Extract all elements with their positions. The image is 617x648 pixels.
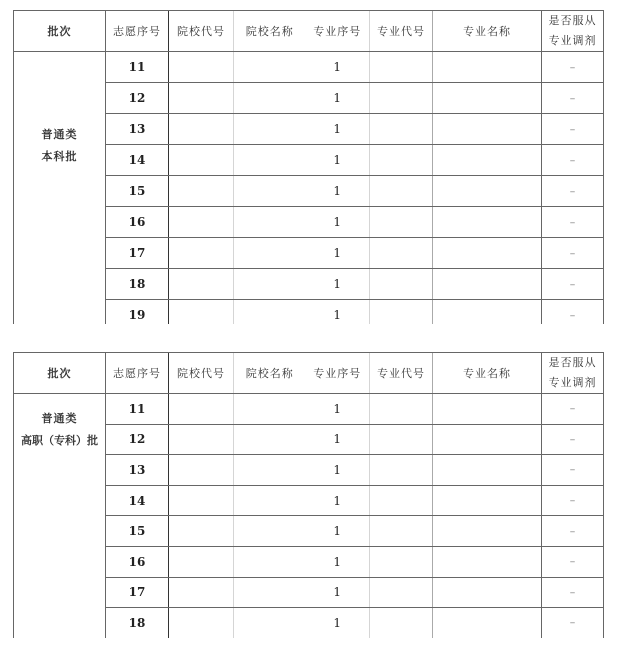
major-no-cell: 1 [306,455,370,486]
major-name-cell[interactable] [433,577,542,608]
header-obey-line1: 是否服从 [548,356,597,369]
wish-no-cell: 11 [106,52,169,83]
school-code-cell[interactable] [169,394,234,425]
major-code-cell[interactable] [370,424,433,455]
major-no-cell: 1 [306,300,370,325]
obey-cell[interactable]: – [542,455,604,486]
header-batch: 批次 [14,353,106,394]
major-name-cell[interactable] [433,455,542,486]
header-batch: 批次 [14,11,106,52]
school-name-cell[interactable] [234,485,306,516]
major-no-cell: 1 [306,485,370,516]
header-school-code: 院校代号 [169,353,234,394]
school-code-cell[interactable] [169,577,234,608]
school-code-cell[interactable] [169,455,234,486]
wish-no-cell: 16 [106,546,169,577]
major-name-cell[interactable] [433,608,542,638]
major-no-cell: 1 [306,114,370,145]
obey-cell[interactable]: – [542,207,604,238]
header-obey-line1: 是否服从 [548,14,597,27]
major-no-cell: 1 [306,207,370,238]
wish-no-cell: 14 [106,485,169,516]
major-no-cell: 1 [306,176,370,207]
major-code-cell[interactable] [370,394,433,425]
batch-line1: 普通类 [41,128,78,141]
school-name-cell[interactable] [234,424,306,455]
school-code-cell[interactable] [169,424,234,455]
obey-cell[interactable]: – [542,608,604,638]
school-name-cell[interactable] [234,577,306,608]
header-major-code: 专业代号 [370,11,433,52]
major-name-cell[interactable] [433,424,542,455]
major-code-cell[interactable] [370,546,433,577]
obey-cell[interactable]: – [542,114,604,145]
major-name-cell[interactable] [433,516,542,547]
batch-line2: 本科批 [41,150,78,163]
header-major-name: 专业名称 [433,11,542,52]
wish-no-cell: 12 [106,83,169,114]
header-major-no: 专业序号 [306,11,370,52]
major-no-cell: 1 [306,394,370,425]
obey-cell[interactable]: – [542,52,604,83]
header-wish-no: 志愿序号 [106,353,169,394]
obey-cell[interactable]: – [542,145,604,176]
batch-line1: 普通类 [41,412,78,425]
major-code-cell[interactable] [370,455,433,486]
school-name-cell[interactable] [234,394,306,425]
wish-no-cell: 14 [106,145,169,176]
header-major-code: 专业代号 [370,353,433,394]
school-code-cell[interactable] [169,608,234,638]
obey-cell[interactable]: – [542,394,604,425]
header-school-code: 院校代号 [169,11,234,52]
school-name-cell[interactable] [234,516,306,547]
major-no-cell: 1 [306,516,370,547]
wish-no-cell: 18 [106,269,169,300]
obey-cell[interactable]: – [542,176,604,207]
obey-cell[interactable]: – [542,238,604,269]
wish-no-cell: 15 [106,176,169,207]
header-obey-adjustment [542,353,604,394]
major-code-cell[interactable] [370,485,433,516]
major-no-cell: 1 [306,546,370,577]
wish-no-cell: 13 [106,114,169,145]
wish-no-cell: 17 [106,577,169,608]
major-no-cell: 1 [306,577,370,608]
wish-no-cell: 15 [106,516,169,547]
school-code-cell[interactable] [169,516,234,547]
header-obey-line2: 专业调剂 [548,34,597,47]
obey-cell[interactable]: – [542,300,604,325]
major-no-cell: 1 [306,238,370,269]
header-major-no: 专业序号 [306,353,370,394]
obey-cell[interactable]: – [542,485,604,516]
school-code-cell[interactable] [169,546,234,577]
major-no-cell: 1 [306,52,370,83]
major-code-cell[interactable] [370,608,433,638]
batch-line2: 高职（专科）批 [21,434,98,447]
school-name-cell[interactable] [234,546,306,577]
header-obey-line2: 专业调剂 [548,376,597,389]
wish-no-cell: 11 [106,394,169,425]
major-name-cell[interactable] [433,485,542,516]
wish-no-cell: 17 [106,238,169,269]
obey-cell[interactable]: – [542,424,604,455]
batch-cell [14,394,106,639]
major-name-cell[interactable] [433,394,542,425]
table-row [14,394,604,425]
major-no-cell: 1 [306,608,370,638]
wish-no-cell: 12 [106,424,169,455]
school-name-cell[interactable] [234,608,306,638]
major-name-cell[interactable] [433,546,542,577]
school-name-cell[interactable] [234,455,306,486]
major-no-cell: 1 [306,83,370,114]
header-major-name: 专业名称 [433,353,542,394]
school-code-cell[interactable] [169,485,234,516]
wish-no-cell: 19 [106,300,169,325]
obey-cell[interactable]: – [542,577,604,608]
wish-no-cell: 18 [106,608,169,638]
volunteer-table-vocational [13,352,604,638]
obey-cell[interactable]: – [542,269,604,300]
major-no-cell: 1 [306,424,370,455]
major-code-cell[interactable] [370,516,433,547]
wish-no-cell: 13 [106,455,169,486]
header-school-name: 院校名称 [234,11,306,52]
obey-cell[interactable]: – [542,83,604,114]
obey-cell[interactable]: – [542,546,604,577]
obey-cell[interactable]: – [542,516,604,547]
major-no-cell: 1 [306,269,370,300]
header-school-name: 院校名称 [234,353,306,394]
wish-no-cell: 16 [106,207,169,238]
major-no-cell: 1 [306,145,370,176]
header-wish-no: 志愿序号 [106,11,169,52]
major-code-cell[interactable] [370,577,433,608]
